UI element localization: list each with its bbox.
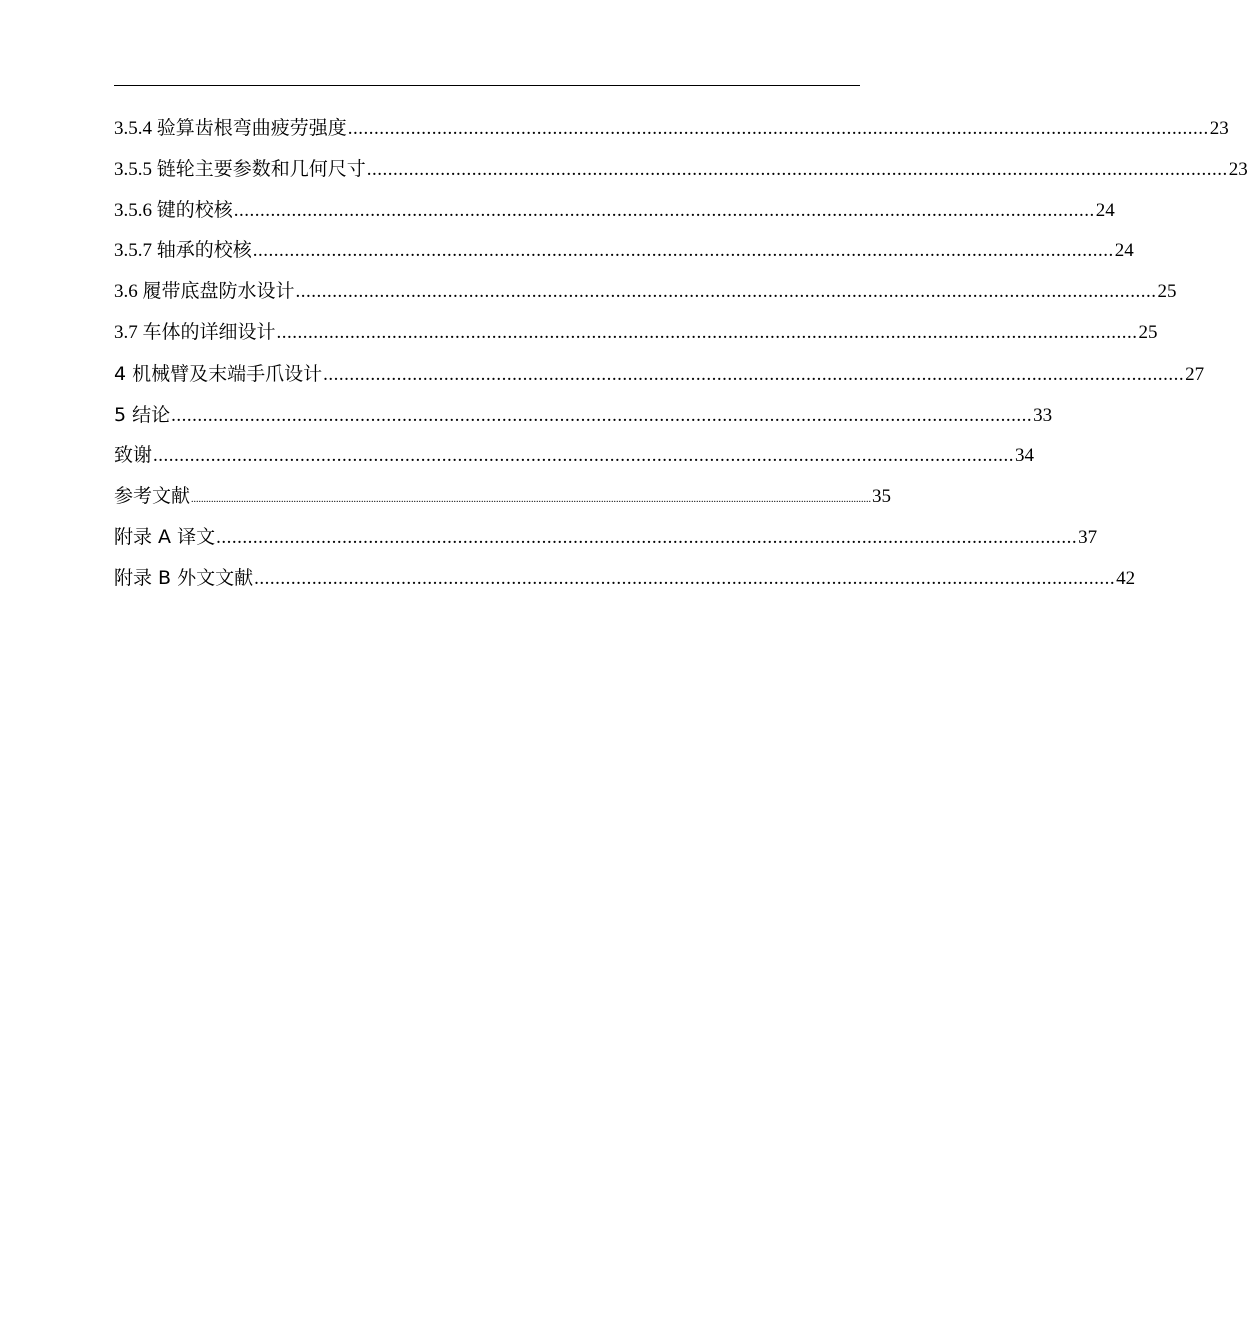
toc-entry-page: 24 — [1095, 199, 1115, 221]
toc-entry[interactable] — [114, 395, 1053, 436]
toc-entry-page: 23 — [1209, 118, 1229, 139]
toc-entry-title: 3.6 履带底盘防水设计 — [114, 281, 295, 303]
table-of-contents — [114, 109, 1248, 599]
toc-dot-leader: .................................................................................................................................................................... — [171, 404, 1033, 426]
toc-entry[interactable] — [114, 354, 1205, 395]
toc-dot-leader: ................................................................................................................................................................................................................................................................................ — [191, 494, 872, 506]
toc-entry-page: 27 — [1185, 363, 1205, 385]
toc-dot-leader: .................................................................................................................................................................... — [153, 445, 1015, 467]
toc-entry-page: 25 — [1138, 321, 1158, 343]
toc-entry[interactable] — [114, 150, 1248, 191]
toc-entry-page: 33 — [1033, 404, 1053, 426]
toc-entry-page: 42 — [1116, 567, 1136, 589]
toc-entry-page: 37 — [1078, 526, 1098, 548]
toc-entry-title: 3.7 车体的详细设计 — [114, 321, 276, 343]
toc-entry-page: 34 — [1015, 445, 1035, 467]
toc-entry[interactable] — [114, 435, 1035, 476]
header-rule — [114, 85, 860, 86]
toc-entry[interactable] — [114, 313, 1158, 354]
toc-entry-title: 致谢 — [114, 444, 153, 467]
toc-entry-title: 附录 A 译文 — [114, 525, 216, 548]
toc-entry-title: 附录 B 外文文献 — [114, 566, 254, 589]
toc-dot-leader: .................................................................................................................................................................... — [366, 158, 1228, 180]
toc-dot-leader: .................................................................................................................................................................... — [323, 363, 1185, 385]
toc-entry-title: 3.5.7 轴承的校核 — [114, 240, 252, 262]
toc-entry[interactable] — [114, 231, 1134, 272]
toc-entry-title: 3.5.4 验算齿根弯曲疲劳强度 — [114, 118, 347, 139]
toc-entry-title: 4 机械臂及末端手爪设计 — [114, 362, 323, 385]
toc-dot-leader: .................................................................................................................................................................... — [216, 526, 1078, 548]
toc-entry[interactable] — [114, 109, 1229, 150]
toc-dot-leader: .................................................................................................................................................................... — [252, 240, 1114, 262]
toc-dot-leader: .................................................................................................................................................................... — [254, 567, 1116, 589]
toc-entry-page: 25 — [1157, 281, 1177, 303]
toc-dot-leader: .................................................................................................................................................................... — [276, 321, 1138, 343]
toc-entry-title: 3.5.5 链轮主要参数和几何尺寸 — [114, 158, 366, 180]
toc-entry-title: 3.5.6 键的校核 — [114, 199, 233, 221]
toc-entry-page: 23 — [1228, 158, 1248, 180]
toc-entry[interactable] — [114, 191, 1115, 232]
toc-entry[interactable] — [114, 476, 892, 517]
toc-entry-page: 24 — [1114, 240, 1134, 262]
toc-entry-title: 参考文献 — [114, 485, 191, 508]
toc-entry-page: 35 — [872, 486, 892, 508]
toc-dot-leader: .................................................................................................................................................................... — [347, 118, 1209, 139]
toc-entry[interactable] — [114, 272, 1177, 313]
toc-entry[interactable] — [114, 558, 1136, 599]
toc-entry[interactable] — [114, 517, 1098, 558]
toc-dot-leader: .................................................................................................................................................................... — [295, 281, 1157, 303]
toc-dot-leader: .................................................................................................................................................................... — [233, 199, 1095, 221]
toc-entry-title: 5 结论 — [114, 403, 171, 426]
